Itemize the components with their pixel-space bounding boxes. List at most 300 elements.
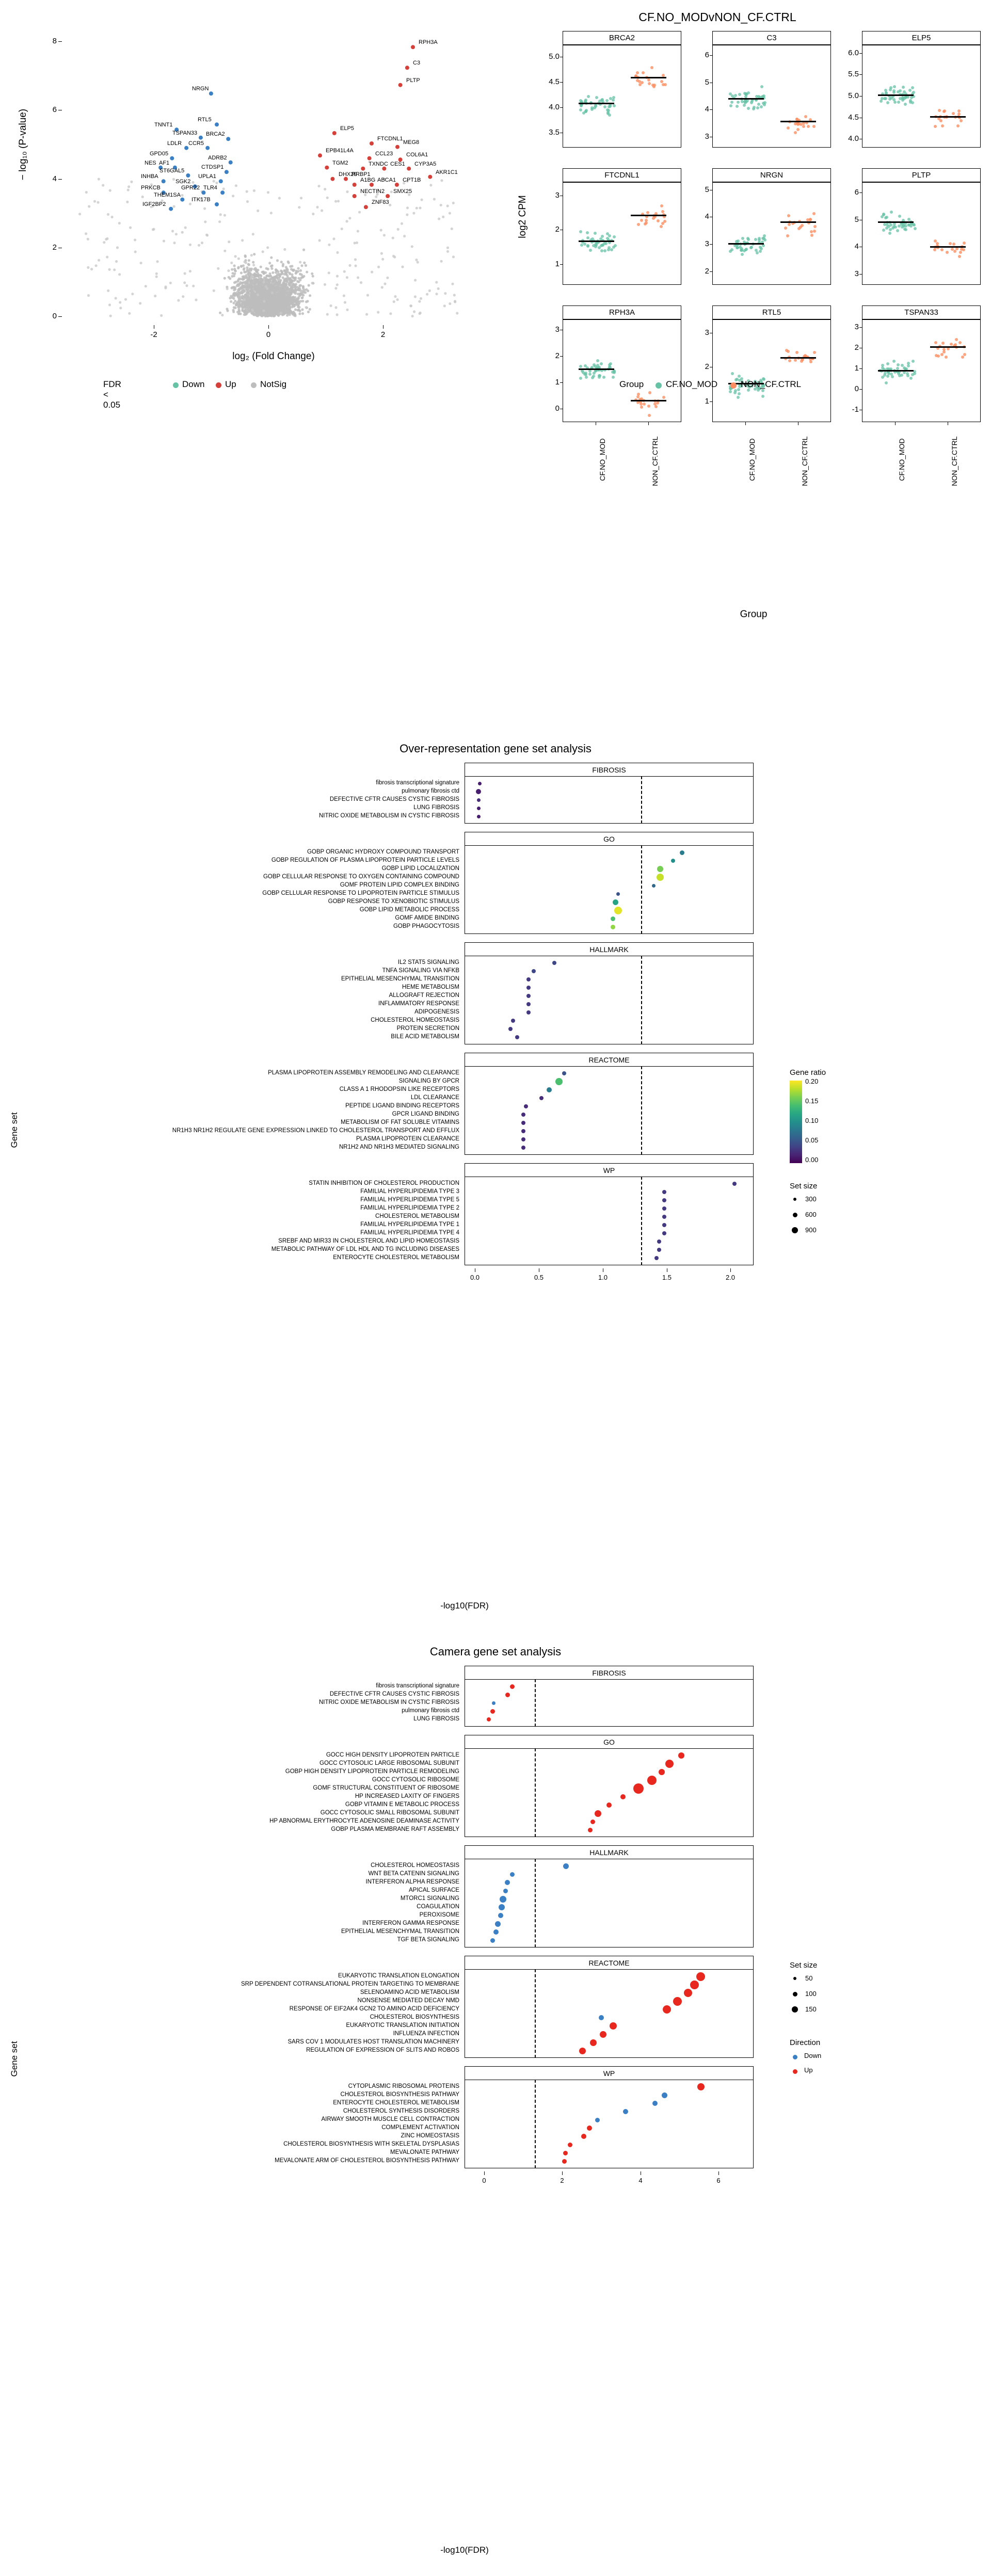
gene-set-dot: [662, 2092, 667, 2098]
cpm-ytick: 2: [555, 351, 560, 360]
gene-set-label: STATIN INHIBITION OF CHOLESTEROL PRODUCTION: [309, 1180, 459, 1186]
gene-set-dot: [657, 874, 664, 881]
cpm-ytick: 5.0: [848, 91, 859, 100]
cpm-point: [580, 244, 583, 247]
gene-set-label: FAMILIAL HYPERLIPIDEMIA TYPE 5: [360, 1197, 459, 1203]
gene-set-dot: [732, 1182, 737, 1186]
cpm-point: [952, 243, 955, 246]
camera-xlabel: -log10(FDR): [440, 2545, 489, 2555]
gene-set-label: NONSENSE MEDIATED DECAY NMD: [357, 1998, 459, 2004]
gene-set-label: GOCC CYTOSOLIC LARGE RIBOSOMAL SUBUNIT: [319, 1760, 459, 1766]
cpm-ytick: 1: [555, 260, 560, 268]
gene-set-dot: [614, 907, 622, 914]
cpm-point: [579, 108, 582, 111]
gene-set-label: GOBP REGULATION OF PLASMA LIPOPROTEIN PARTICLE LEVELS: [271, 857, 459, 863]
volcano-gene-label: CCL23: [375, 151, 393, 157]
cpm-point: [806, 218, 809, 221]
gene-set-label: GOMF PROTEIN LIPID COMPLEX BINDING: [340, 882, 459, 888]
cpm-facet-panel: [862, 44, 981, 148]
gene-set-label: EUKARYOTIC TRANSLATION ELONGATION: [338, 1973, 459, 1979]
cpm-point: [612, 99, 615, 102]
cpm-point: [897, 363, 900, 366]
cpm-ytick: 6: [705, 51, 709, 59]
gene-set-label: NITRIC OXIDE METABOLISM IN CYSTIC FIBROSIS: [319, 813, 459, 819]
volcano-gene-label: CYP3A5: [414, 161, 437, 167]
gene-set-dot: [657, 1239, 661, 1244]
gene-set-label: ADIPOGENESIS: [414, 1009, 459, 1015]
cpm-point: [743, 104, 746, 107]
volcano-gene-label: PRKCB: [141, 185, 161, 191]
gene-set-dot: [697, 2083, 705, 2090]
cpm-point: [907, 364, 910, 367]
fdr-threshold-line: [535, 2080, 536, 2168]
volcano-gene-label: ITK17B: [191, 197, 211, 203]
volcano-ytick: 8: [52, 37, 57, 45]
gene-set-dot: [563, 1863, 569, 1869]
camera-size-legend-label: 50: [805, 1974, 813, 1982]
cpm-point: [582, 371, 585, 374]
cpm-facet-strip: FTCDNL1: [563, 168, 681, 183]
cpm-xlabel: Group: [740, 609, 768, 620]
cpm-point: [955, 338, 958, 341]
gene-set-label: RESPONSE OF EIF2AK4 GCN2 TO AMINO ACID DEFICIENCY: [289, 2006, 459, 2012]
fdr-threshold-line: [641, 845, 642, 934]
cpm-point: [904, 228, 907, 231]
volcano-gene-label: EPB41L4A: [326, 148, 354, 154]
gene-set-label: CHOLESTEROL METABOLISM: [375, 1213, 459, 1219]
cpm-point: [786, 234, 789, 237]
cpm-point: [762, 94, 765, 98]
volcano-xtick: -2: [150, 330, 157, 339]
cpm-ytick: 3: [705, 328, 709, 337]
x-tick-label: 0: [482, 2177, 486, 2184]
facet-strip: GO: [465, 1735, 754, 1749]
cpm-point: [912, 360, 915, 363]
gene-set-dot: [505, 1693, 510, 1697]
cpm-point: [660, 80, 663, 83]
cpm-point: [911, 373, 914, 376]
cpm-point: [740, 249, 743, 252]
gene-set-label: fibrosis transcriptional signature: [376, 780, 459, 786]
gene-set-label: FAMILIAL HYPERLIPIDEMIA TYPE 1: [360, 1221, 459, 1228]
cpm-mean-line: [579, 103, 614, 104]
cpm-point: [893, 101, 897, 104]
cpm-point: [897, 101, 900, 104]
cpm-point: [586, 231, 589, 234]
gene-set-dot: [568, 2143, 572, 2147]
cpm-point: [813, 225, 817, 228]
gene-set-dot: [495, 1921, 501, 1927]
cpm-mean-line: [728, 243, 764, 245]
cpm-ytick: 1: [854, 364, 859, 373]
cpm-point: [898, 215, 901, 218]
cpm-point: [730, 248, 733, 251]
gene-set-dot: [662, 1215, 666, 1219]
gene-ratio-tick: 0.00: [805, 1156, 819, 1164]
volcano-gene-label: NES: [145, 160, 156, 166]
gene-set-dot: [662, 1198, 666, 1202]
gene-set-dot: [532, 969, 536, 973]
legend-label-down: Down: [182, 379, 205, 389]
volcano-gene-label: TNNT1: [154, 122, 173, 128]
gene-set-label: APICAL SURFACE: [409, 1887, 459, 1893]
cpm-facet-strip: RPH3A: [563, 305, 681, 320]
gene-set-dot: [521, 1146, 525, 1150]
cpm-point: [942, 350, 946, 353]
cpm-point: [588, 369, 592, 373]
set-size-legend-label: 300: [805, 1195, 817, 1203]
cpm-point: [758, 237, 761, 240]
gene-set-label: ZINC HOMEOSTASIS: [401, 2133, 459, 2139]
cpm-point: [946, 251, 949, 254]
fdr-threshold-line: [535, 1969, 536, 2058]
gene-set-dot: [620, 1794, 626, 1799]
gene-set-dot: [547, 1087, 552, 1092]
cpm-point: [809, 360, 812, 363]
facet-strip: REACTOME: [465, 1053, 754, 1067]
cpm-facet-panel: [563, 44, 681, 148]
cpm-mean-line: [631, 77, 666, 78]
cpm-ytick: 2: [555, 225, 560, 234]
volcano-gene-label: INHBA: [141, 173, 158, 180]
cpm-point: [661, 222, 664, 225]
cpm-point: [896, 229, 899, 232]
gene-set-label: PLASMA LIPOPROTEIN ASSEMBLY REMODELING AND CLEARANCE: [268, 1070, 459, 1076]
cpm-point: [583, 243, 586, 246]
gene-set-dot: [493, 1929, 499, 1935]
gene-set-dot: [611, 916, 615, 921]
set-size-legend-label: 900: [805, 1226, 817, 1234]
cpm-point: [785, 349, 788, 352]
x-tick-label: 1.5: [662, 1274, 672, 1281]
volcano-gene-label: AF1: [159, 160, 170, 166]
gene-set-dot: [606, 1802, 612, 1808]
cpm-point: [756, 106, 759, 109]
cpm-point: [660, 204, 663, 207]
cpm-point: [637, 223, 640, 226]
cpm-point: [642, 71, 645, 74]
cpm-mean-line: [930, 116, 966, 118]
cpm-point: [598, 376, 601, 379]
cpm-point: [901, 99, 904, 102]
cpm-point: [607, 248, 610, 251]
cpm-point: [636, 79, 639, 82]
gene-set-label: ENTEROCYTE CHOLESTEROL METABOLISM: [333, 1254, 459, 1261]
facet-strip: GO: [465, 832, 754, 846]
volcano-xtick: 0: [266, 330, 271, 339]
cpm-xtick: CF.NO_MOD: [898, 438, 906, 481]
gene-set-dot: [500, 1896, 506, 1903]
volcano-section: [0, 0, 506, 722]
volcano-gene-label: BRCA2: [206, 131, 225, 137]
gene-ratio-tick: 0.10: [805, 1117, 819, 1124]
cpm-point: [890, 96, 893, 100]
cpm-point: [643, 403, 646, 406]
gene-set-dot: [562, 2159, 567, 2164]
gene-set-label: BILE ACID METABOLISM: [391, 1034, 459, 1040]
cpm-point: [660, 225, 663, 228]
gene-set-label: HEME METABOLISM: [402, 984, 459, 990]
gene-set-label: EPITHELIAL MESENCHYMAL TRANSITION: [341, 976, 459, 982]
gene-set-label: CHOLESTEROL BIOSYNTHESIS WITH SKELETAL DYSPLASIAS: [283, 2141, 459, 2147]
cpm-point: [794, 131, 797, 134]
cpm-facet-panel: [712, 44, 831, 148]
cpm-xtick: NON_CF.CTRL: [950, 436, 958, 486]
cpm-point: [909, 101, 912, 104]
gene-set-dot: [613, 899, 618, 905]
volcano-gene-label: TSPAN33: [172, 130, 198, 136]
cpm-point: [729, 104, 732, 107]
volcano-gene-label: ZNF83: [372, 199, 389, 205]
cpm-point: [888, 232, 891, 235]
gene-set-dot: [673, 1997, 682, 2006]
cpm-point: [945, 356, 948, 359]
cpm-point: [812, 212, 816, 215]
facet-panel: [465, 2080, 754, 2168]
x-tick-label: 0.0: [470, 1274, 480, 1281]
cpm-point: [587, 95, 590, 98]
cpm-point: [734, 378, 738, 381]
fdr-threshold-line: [641, 956, 642, 1044]
gene-set-label: GOBP HIGH DENSITY LIPOPROTEIN PARTICLE REMODELING: [285, 1768, 459, 1775]
set-size-legend-dot: [793, 1213, 797, 1217]
legend-label-up: Up: [225, 379, 236, 389]
cpm-facet-strip: PLTP: [862, 168, 981, 183]
cpm-point: [794, 359, 797, 362]
cpm-point: [890, 211, 893, 214]
cpm-point: [882, 229, 885, 232]
cpm-point: [600, 249, 603, 252]
cpm-point: [656, 401, 659, 405]
volcano-ytick: 4: [52, 174, 57, 183]
gene-set-dot: [498, 1913, 503, 1918]
cpm-point: [799, 226, 802, 229]
cpm-point: [747, 107, 750, 110]
cpm-point: [606, 232, 609, 235]
gene-set-dot: [524, 1104, 528, 1108]
gene-set-dot: [510, 1872, 515, 1877]
gene-set-dot: [521, 1137, 525, 1141]
facet-panel: [465, 956, 754, 1044]
cpm-ytick: 2: [705, 267, 709, 276]
cpm-point: [613, 235, 616, 238]
gene-set-dot: [657, 866, 663, 872]
gene-set-label: METABOLIC PATHWAY OF LDL HDL AND TG INCLUDING DISEASES: [271, 1246, 459, 1252]
ora-ylabel: Gene set: [9, 1112, 19, 1148]
x-tick-label: 0.5: [534, 1274, 544, 1281]
cpm-point: [636, 71, 639, 74]
cpm-point: [941, 124, 944, 127]
cpm-point: [584, 99, 587, 102]
cpm-point: [595, 96, 598, 99]
gene-set-label: INTERFERON GAMMA RESPONSE: [362, 1920, 459, 1926]
gene-set-label: PLASMA LIPOPROTEIN CLEARANCE: [356, 1136, 459, 1142]
cpm-point: [961, 356, 964, 359]
gene-set-label: HP ABNORMAL ERYTHROCYTE ADENOSINE DEAMINASE ACTIVITY: [269, 1818, 459, 1824]
cpm-point: [612, 246, 615, 249]
cpm-point: [960, 119, 963, 122]
gene-set-label: LDL CLEARANCE: [410, 1094, 459, 1101]
cpm-point: [940, 248, 944, 251]
facet-panel: [465, 1679, 754, 1727]
cpm-point: [812, 125, 816, 128]
volcano-gene-label: LDLR: [167, 140, 182, 147]
cpm-point: [592, 375, 595, 378]
gene-set-dot: [499, 1904, 505, 1910]
cpm-point: [610, 248, 613, 251]
cpm-point: [736, 105, 739, 108]
gene-set-dot: [657, 1248, 661, 1252]
cpm-point: [963, 242, 966, 245]
gene-set-label: FAMILIAL HYPERLIPIDEMIA TYPE 2: [360, 1205, 459, 1211]
cpm-ytick: 1: [705, 397, 709, 406]
cpm-point: [601, 235, 604, 238]
gene-set-dot: [662, 1231, 666, 1235]
gene-set-dot: [662, 1223, 666, 1227]
cpm-point: [953, 250, 956, 253]
gene-set-dot: [521, 1113, 525, 1117]
cpm-point: [745, 248, 748, 251]
gene-set-label: COMPLEMENT ACTIVATION: [381, 2124, 459, 2131]
cpm-point: [746, 237, 749, 240]
set-size-legend-label: 600: [805, 1211, 817, 1218]
gene-set-label: EUKARYOTIC TRANSLATION INITIATION: [346, 2022, 459, 2028]
cpm-point: [892, 360, 896, 363]
gene-ratio-colorbar: [790, 1081, 802, 1163]
cpm-section: [506, 0, 991, 722]
cpm-point: [755, 249, 758, 252]
cpm-point: [952, 112, 955, 115]
volcano-gene-label: RTL5: [198, 117, 212, 123]
cpm-facet-panel: [563, 182, 681, 285]
cpm-mean-line: [579, 240, 614, 242]
cpm-point: [892, 89, 896, 92]
gene-set-label: GOCC CYTOSOLIC SMALL RIBOSOMAL SUBUNIT: [320, 1810, 459, 1816]
volcano-gene-label: CPT1B: [403, 177, 421, 183]
cpm-mean-line: [728, 98, 764, 100]
set-size-legend-dot: [793, 1198, 796, 1201]
cpm-ytick: 4: [854, 242, 859, 251]
volcano-gene-label: NRGN: [192, 86, 209, 92]
gene-set-dot: [595, 2118, 600, 2122]
cpm-point: [641, 81, 644, 84]
cpm-point: [810, 234, 813, 237]
fdr-threshold-line: [535, 1748, 536, 1837]
cpm-mean-line: [930, 246, 966, 248]
cpm-point: [903, 366, 906, 369]
gene-set-label: GOBP ORGANIC HYDROXY COMPOUND TRANSPORT: [307, 849, 459, 855]
gene-set-dot: [590, 2039, 597, 2046]
cpm-point: [612, 376, 615, 379]
cpm-point: [763, 103, 766, 106]
cpm-point: [640, 219, 643, 222]
cpm-ytick: 5.0: [549, 52, 560, 61]
cpm-point: [760, 105, 763, 108]
cpm-mean-line: [780, 221, 816, 223]
gene-set-label: CHOLESTEROL BIOSYNTHESIS: [370, 2014, 459, 2020]
gene-set-label: GOBP LIPID LOCALIZATION: [381, 865, 459, 872]
volcano-gene-label: GPR22: [181, 185, 200, 191]
cpm-ytick: 5: [705, 185, 709, 194]
cpm-point: [739, 246, 742, 249]
volcano-gene-label: ADRB2: [208, 155, 227, 161]
cpm-point: [796, 128, 800, 131]
cpm-facet-strip: ELP5: [862, 31, 981, 45]
camera-ylabel: Gene set: [9, 2041, 19, 2077]
cpm-point: [909, 377, 913, 380]
cpm-point: [914, 227, 917, 230]
cpm-point: [813, 230, 816, 233]
cpm-point: [810, 230, 813, 233]
volcano-gene-label: UPLA1: [198, 173, 216, 180]
ora-section: [0, 738, 991, 1625]
fdr-threshold-line: [641, 776, 642, 824]
gene-set-dot: [662, 1206, 666, 1211]
cpm-ytick: -1: [852, 405, 859, 414]
cpm-point: [889, 86, 892, 89]
gene-set-dot: [600, 2031, 606, 2038]
gene-set-dot: [526, 986, 531, 990]
gene-set-label: ENTEROCYTE CHOLESTEROL METABOLISM: [333, 2100, 459, 2106]
camera-direction-label: Up: [804, 2066, 813, 2074]
facet-panel: [465, 1066, 754, 1155]
cpm-point: [603, 105, 606, 108]
camera-title: Camera gene set analysis: [429, 1645, 562, 1658]
cpm-point: [788, 223, 791, 226]
legend-label-notsig: NotSig: [260, 379, 287, 389]
cpm-point: [605, 99, 609, 102]
camera-size-legend-dot: [793, 1992, 797, 1997]
cpm-point: [934, 125, 937, 128]
gene-set-label: pulmonary fibrosis ctd: [402, 788, 459, 794]
gene-set-dot: [696, 1972, 705, 1981]
gene-set-label: CHOLESTEROL SYNTHESIS DISORDERS: [343, 2108, 459, 2114]
cpm-point: [730, 101, 733, 104]
cpm-legend-swatch-a: [656, 382, 662, 389]
cpm-ytick: 3: [555, 191, 560, 200]
gene-set-label: PEPTIDE LIGAND BINDING RECEPTORS: [345, 1103, 459, 1109]
cpm-point: [608, 363, 611, 366]
cpm-point: [886, 101, 889, 104]
cpm-point: [640, 406, 643, 409]
cpm-point: [939, 119, 942, 122]
gene-set-dot: [633, 1783, 644, 1794]
facet-panel: [465, 1859, 754, 1947]
volcano-gene-label: ST6GAL5: [159, 168, 185, 174]
cpm-ytick: 0: [555, 404, 560, 413]
gene-set-label: GOBP RESPONSE TO XENOBIOTIC STIMULUS: [328, 898, 459, 905]
gene-set-label: INFLUENZA INFECTION: [393, 2031, 459, 2037]
cpm-point: [901, 226, 904, 229]
gene-set-label: GOBP PHAGOCYTOSIS: [393, 923, 459, 929]
facet-panel: [465, 776, 754, 824]
camera-size-legend-dot: [792, 2006, 798, 2013]
gene-set-dot: [654, 1256, 659, 1260]
gene-set-label: MEVALONATE PATHWAY: [390, 2149, 459, 2155]
camera-section: [0, 1641, 991, 2575]
gene-set-label: GOBP VITAMIN E METABOLIC PROCESS: [345, 1801, 459, 1808]
volcano-gene-label: GPD05: [150, 151, 169, 157]
cpm-ytick: 2: [854, 343, 859, 352]
x-tick-label: 1.0: [598, 1274, 608, 1281]
cpm-point: [736, 246, 739, 249]
cpm-point: [731, 372, 734, 375]
gene-set-label: INTERFERON ALPHA RESPONSE: [365, 1879, 459, 1885]
volcano-gene-label: NECTIN2: [360, 188, 385, 195]
gene-set-label: TNFA SIGNALING VIA NFKB: [382, 968, 459, 974]
cpm-point: [608, 105, 611, 108]
gene-set-dot: [490, 1709, 495, 1714]
